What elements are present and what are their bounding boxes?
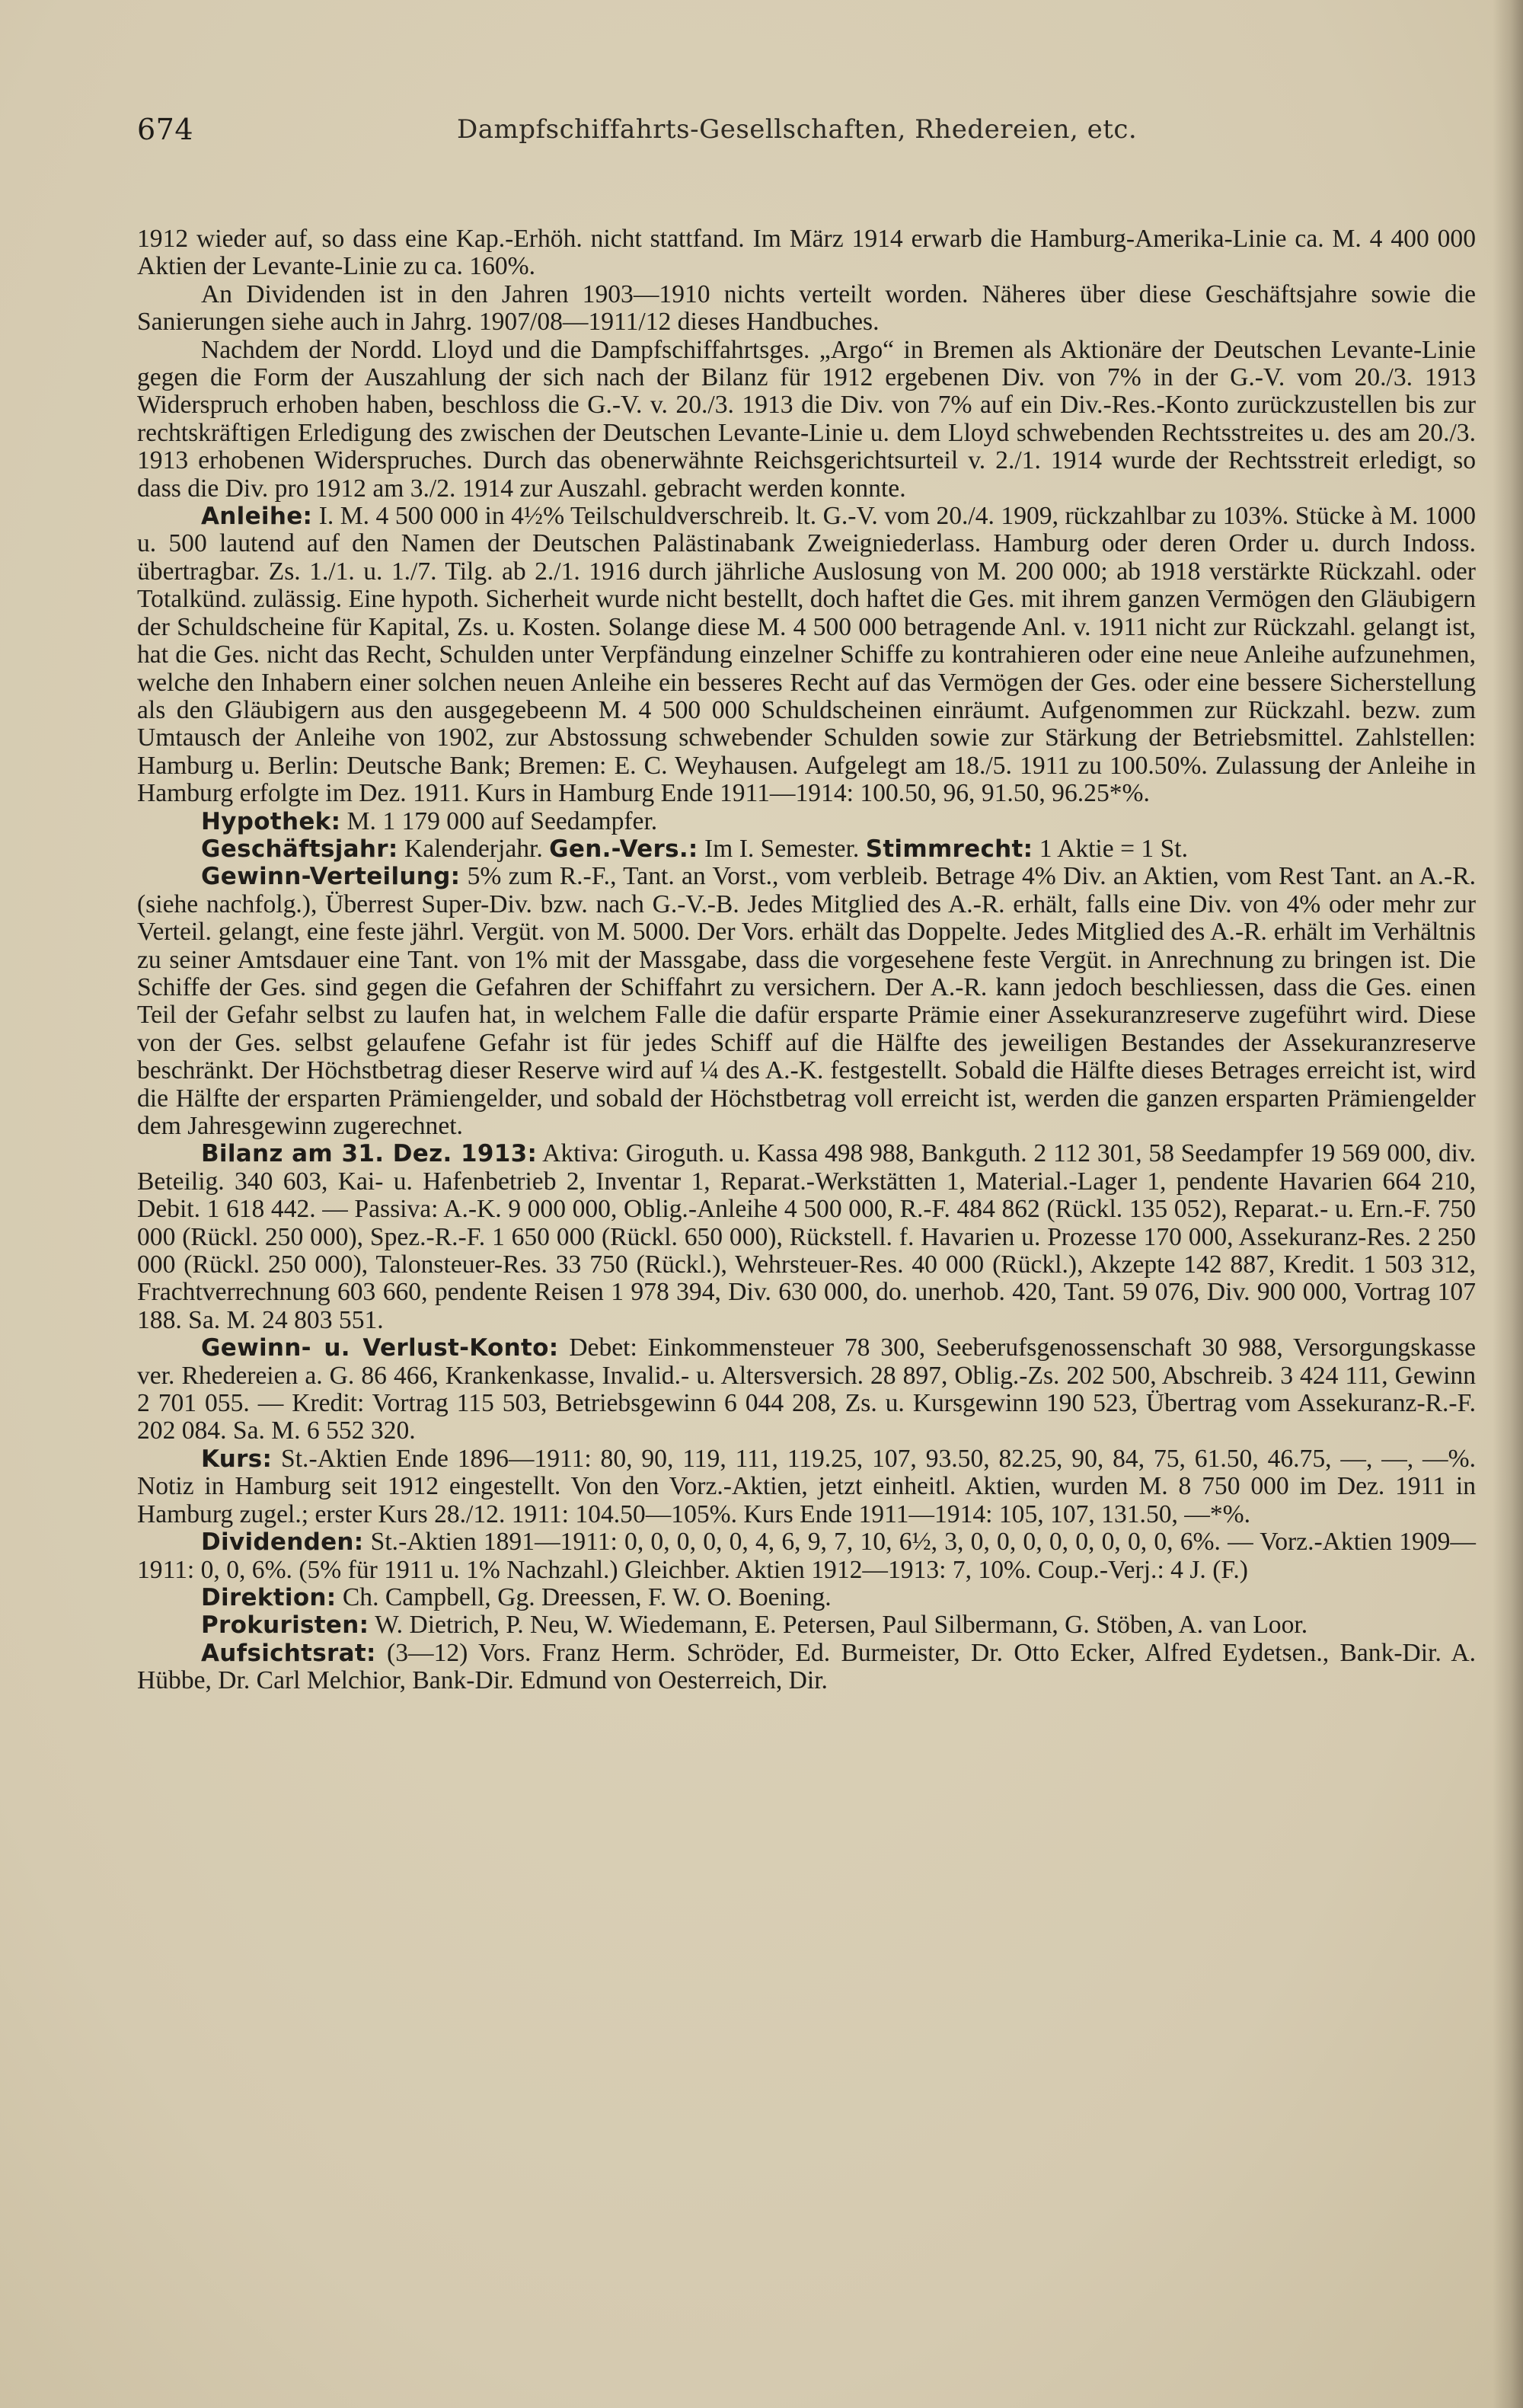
paragraph-text: Debet: Einkommensteuer 78 300, Seeberufsgenossenschaft 30 988, Versorgungskasse ver. Rhedereien a. G. 86 466, Krankenkasse, Invalid.- u. Altersversich. 28 897, Oblig.-Zs. 202 500, Abschreib. 3 424 111, Gewinn 2 701 055. — Kredit: Vortrag 115 503, Betriebsgewinn 6 044 208, Zs. u. Kursgewinn 190 523, Übertrag vom Assekuranz-R.-F. 202 084. Sa. M. 6 552 320.: [137, 1333, 1476, 1445]
paragraph-text: (3—12) Vors. Franz Herm. Schröder, Ed. Burmeister, Dr. Otto Ecker, Alfred Eydetsen., Bank-Dir. A. Hübbe, Dr. Carl Melchior, Bank-Dir. Edmund von Oesterreich, Dir.: [137, 1638, 1476, 1695]
paragraph-geschaeftsjahr: [137, 835, 1476, 863]
paragraph-bilanz: [137, 1140, 1476, 1334]
paragraph-gewinn-verteilung: [137, 863, 1476, 1140]
paragraph-text: St.-Aktien 1891—1911: 0, 0, 0, 0, 0, 4, 6, 9, 7, 10, 6½, 3, 0, 0, 0, 0, 0, 0, 0, 0, 6%. — Vorz.-Aktien 1909—1911: 0, 0, 6%. (5% für 1911 u. 1% Nachzahl.) Gleichber. Aktien 1912—1913: 7, 10%. Coup.-Verj.: 4 J. (F.): [137, 1528, 1476, 1584]
paragraph-text: Aktiva: Giroguth. u. Kassa 498 988, Bankguth. 2 112 301, 58 Seedampfer 19 569 000, div. Beteilig. 340 603, Kai- u. Hafenbetrieb 2, Inventar 1, Reparat.-Werkstätten 1, Material.-Lager 1, pendente Havarien 664 210, Debit. 1 618 442. — Passiva: A.-K. 9 000 000, Oblig.-Anleihe 4 500 000, R.-F. 484 862 (Rückl. 135 052), Reparat.- u. Ern.-F. 750 000 (Rückl. 250 000), Spez.-R.-F. 1 650 000 (Rückl. 650 000), Rückstell. f. Havarien u. Prozesse 170 000, Assekuranz-Res. 2 250 000 (Rückl. 250 000), Talonsteuer-Res. 33 750 (Rückl.), Wehrsteuer-Res. 40 000 (Rückl.), Akzepte 142 887, Kredit. 1 503 312, Frachtverrechnung 603 660, pendente Reisen 1 978 394, Div. 630 000, do. unerhob. 420, Tant. 59 076, Div. 900 000, Vortrag 107 188. Sa. M. 24 803 551.: [137, 1139, 1477, 1334]
paragraph-text: An Dividenden ist in den Jahren 1903—1910 nichts verteilt worden. Näheres über diese Geschäftsjahre sowie die Sanierungen siehe auch in Jahrg. 1907/08—1911/12 dieses Handbuches.: [137, 279, 1476, 337]
paragraph-rechtsstreit: [137, 337, 1476, 503]
paragraph-kurs: [137, 1445, 1476, 1528]
running-head: Dampfschiffahrts-Gesellschaften, Rhedereien, etc.: [457, 114, 1138, 145]
body-text: [137, 225, 1476, 1695]
paragraph-kapital: [137, 225, 1476, 281]
paragraph-gewinn-verlust: [137, 1334, 1476, 1445]
paragraph-text: 5% zum R.-F., Tant. an Vorst., vom verbleib. Betrage 4% Div. an Aktien, vom Rest Tant. an A.-R. (siehe nachfolg.), Überrest Super-Div. bzw. nach G.-V.-B. Jedes Mitglied des A.-R. erhält, falls eine Div. von 4% oder mehr zur Verteil. gelangt, eine feste jährl. Vergüt. von M. 5000. Der Vors. erhält das Doppelte. Jedes Mitglied des A.-R. erhält im Verhältnis zu seiner Amtsdauer eine Tant. von 1% mit der Massgabe, dass die vorgesehene feste Vergüt. in Anrechnung zu bringen ist. Die Schiffe der Ges. sind gegen die Gefahren der Schiffahrt zu versichern. Der A.-R. kann jedoch beschliessen, dass die Ges. einen Teil der Gefahr selbst zu laufen hat, in welchem Falle die dafür ersparte Prämie einer Assekuranzreserve zugeführt wird. Diese von der Ges. selbst gelaufene Gefahr ist für jedes Schiff auf die Hälfte des jeweiligen Bestandes der Assekuranzreserve beschränkt. Der Höchstbetrag dieser Reserve wird auf ¼ des A.-K. festgestellt. Sobald die Hälfte dieses Betrages erreicht ist, wird die Hälfte der ersparten Prämiengelder, und sobald der Höchstbetrag voll erreicht ist, werden die ganzen ersparten Prämiengelder dem Jahresgewinn zugerechnet.: [137, 862, 1476, 1140]
section-label: Bilanz am 31. Dez. 1913:: [201, 1140, 538, 1168]
paragraph-text-stimmrecht: 1 Aktie = 1 St.: [1033, 834, 1188, 863]
paragraph-text: I. M. 4 500 000 in 4½% Teilschuldverschreib. lt. G.-V. vom 20./4. 1909, rückzahlbar zu 103%. Stücke à M. 1000 u. 500 lautend auf den Namen der Deutschen Palästinabank Zweigniederlass. Hamburg oder deren Order u. durch Indoss. übertragbar. Zs. 1./1. u. 1./7. Tilg. ab 2./1. 1916 durch jährliche Auslosung von M. 200 000; ab 1918 verstärkte Rückzahl. oder Totalkünd. zulässig. Eine hypoth. Sicherheit wurde nicht bestellt, doch haftet die Ges. mit ihrem ganzen Vermögen den Gläubigern der Schuldscheine für Kapital, Zs. u. Kosten. Solange diese M. 4 500 000 betragende Anl. v. 1911 nicht zur Rückzahl. gelangt ist, hat die Ges. nicht das Recht, Schulden unter Verpfändung einzelner Schiffe zu kontrahieren oder eine neue Anleihe aufzunehmen, welche den Inhabern einer solchen neuen Anleihe ein besseres Recht auf das Vermögen der Ges. oder eine bessere Sicherstellung als den Gläubigern aus den ausgegebeenn M. 4 500 000 Schuldscheinen einräumt. Aufgenommen zur Rückzahl. bezw. zum Umtausch der Anleihe von 1902, zur Abstossung schwebender Schulden sowie zur Stärkung der Betriebsmittel. Zahlstellen: Hamburg u. Berlin: Deutsche Bank; Bremen: E. C. Weyhausen. Aufgelegt am 18./5. 1911 zu 100.50%. Zulassung der Anleihe in Hamburg erfolgte im Dez. 1911. Kurs in Hamburg Ende 1911—1914: 100.50, 96, 91.50, 96.25*%.: [137, 502, 1476, 808]
paragraph-dividenden-history: [137, 281, 1476, 337]
paragraph-text: Nachdem der Nordd. Lloyd und die Dampfschiffahrtsges. „Argo“ in Bremen als Aktionäre der Deutschen Levante-Linie gegen die Form der Auszahlung der sich nach der Bilanz für 1912 ergebenen Div. von 7% in der G.-V. vom 20./3. 1913 Widerspruch erhoben haben, beschloss die G.-V. v. 20./3. 1913 die Div. von 7% auf ein Div.-Res.-Konto zurückzustellen bis zur rechtskräftigen Erledigung des zwischen der Deutschen Levante-Linie u. dem Lloyd schwebenden Rechtsstreites u. des am 20./3. 1913 erhobenen Widerspruches. Durch das obenerwähnte Reichsgerichtsurteil v. 2./1. 1914 wurde der Rechtsstreit erledigt, so dass die Div. pro 1912 am 3./2. 1914 zur Auszahl. gebracht werden konnte.: [137, 335, 1476, 503]
paragraph-direktion: [137, 1584, 1476, 1611]
paragraph-text: St.-Aktien Ende 1896—1911: 80, 90, 119, 111, 119.25, 107, 93.50, 82.25, 90, 84, 75, 61.50, 46.75, —, —, —%. Notiz in Hamburg seit 1912 eingestellt. Von den Vorz.-Aktien, jetzt einheitl. Aktien, wurden M. 8 750 000 im Dez. 1911 in Hamburg zugel.; erster Kurs 28./12. 1911: 104.50—105%. Kurs Ende 1911—1914: 105, 107, 131.50, —*%.: [137, 1444, 1476, 1528]
paragraph-anleihe: [137, 503, 1476, 807]
paragraph-text: 1912 wieder auf, so dass eine Kap.-Erhöh. nicht stattfand. Im März 1914 erwarb die Hamburg-Amerika-Linie ca. M. 4 400 000 Aktien der Levante-Linie zu ca. 160%.: [137, 225, 1476, 281]
section-label: Direktion:: [201, 1583, 337, 1611]
paragraph-hypothek: [137, 808, 1476, 835]
paragraph-text: Ch. Campbell, Gg. Dreessen, F. W. O. Boening.: [336, 1582, 832, 1611]
section-label-gen-vers: Gen.-Vers.:: [549, 835, 698, 863]
page-number: 674: [137, 113, 194, 146]
paragraph-text: W. Dietrich, P. Neu, W. Wiedemann, E. Petersen, Paul Silbermann, G. Stöben, A. van Loor.: [369, 1611, 1308, 1640]
section-label: Prokuristen:: [201, 1611, 369, 1640]
paragraph-text: Kalenderjahr.: [398, 834, 550, 863]
paragraph-aufsichtsrat: [137, 1640, 1476, 1695]
section-label-stimmrecht: Stimmrecht:: [865, 835, 1033, 863]
page-header: [137, 107, 1476, 168]
section-label: Kurs:: [201, 1445, 273, 1473]
section-label: Anleihe:: [201, 503, 313, 531]
section-label: Gewinn-Verteilung:: [201, 863, 461, 891]
section-label: Dividenden:: [201, 1528, 364, 1557]
page-spine-shadow: [1493, 0, 1523, 2408]
section-label: Aufsichtsrat:: [201, 1639, 376, 1667]
section-label: Gewinn- u. Verlust-Konto:: [201, 1334, 559, 1362]
paragraph-dividenden: [137, 1528, 1476, 1584]
section-label: Hypothek:: [201, 807, 341, 835]
paragraph-text-gen-vers: Im I. Semester.: [698, 834, 866, 863]
paragraph-prokuristen: [137, 1611, 1476, 1639]
section-label: Geschäftsjahr:: [201, 835, 398, 863]
paragraph-text: M. 1 179 000 auf Seedampfer.: [340, 806, 658, 835]
